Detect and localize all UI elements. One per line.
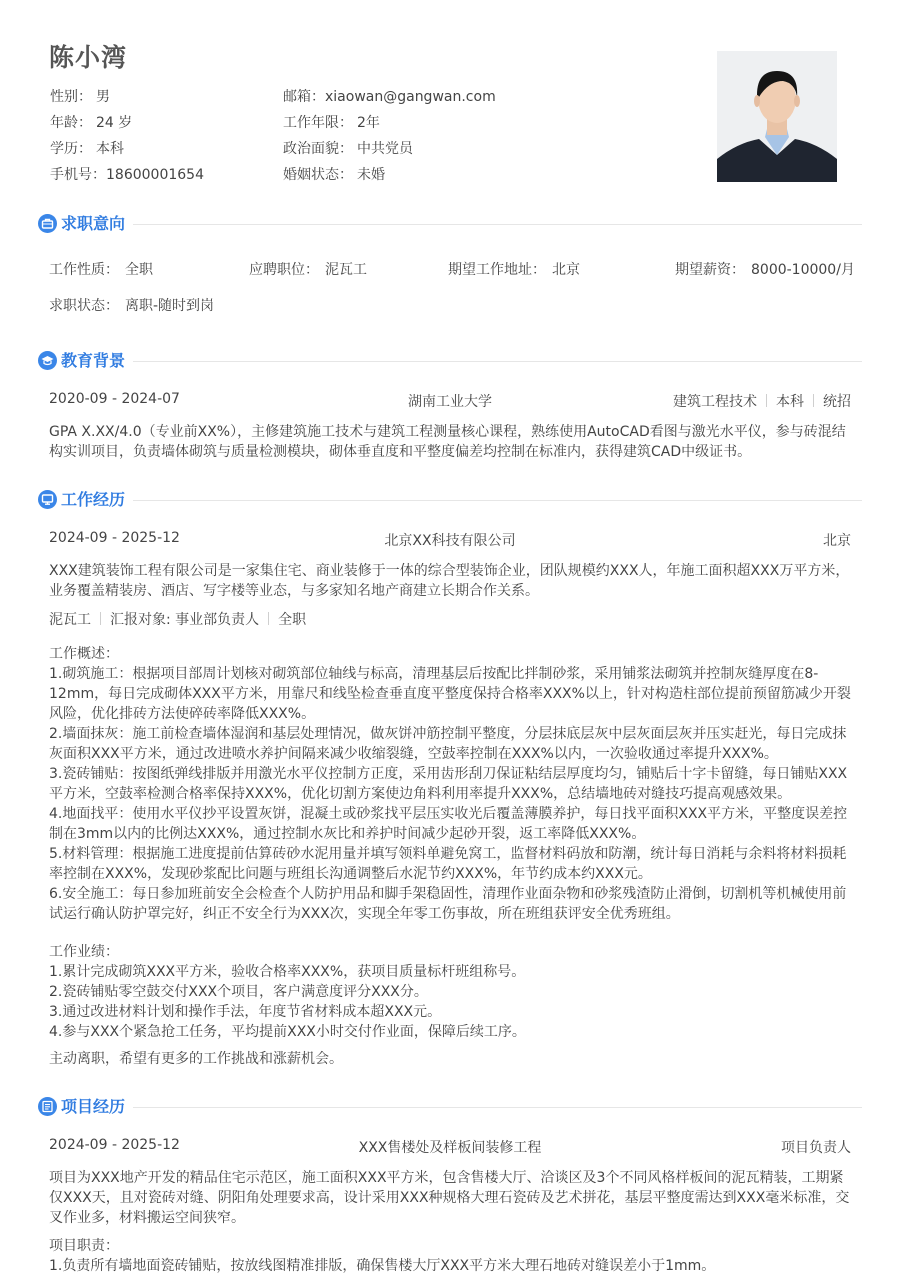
project-description [49, 1168, 851, 1228]
tag-separator [100, 612, 101, 625]
education-label: 学历： [50, 141, 92, 157]
political-row [283, 138, 413, 158]
overview-line: 试运行确认防护罩完好，纠正不安全行为XXX次，实现全年零工伤事故，所在班组获评安全优秀班组。 [49, 906, 680, 922]
education-desc-line: 构实训项目，负责墙体砌筑与质量检测模块，砌体垂直度和平整度偏差均控制在标准内，获得建筑CAD中级证书。 [49, 444, 752, 460]
intent-position [249, 259, 367, 279]
status-label: 求职状态： [49, 298, 119, 314]
salary-label: 期望薪资： [675, 262, 745, 278]
degree: 本科 [776, 394, 804, 410]
project-desc-line: 叉作业多，材料搬运空间狭窄。 [49, 1210, 245, 1226]
overview-line: 平方米，空鼓率检测合格率保持XXX%，优化切割方案使边角料利用率提升XXX%，总结墙地砖对缝技巧提高观感效果。 [49, 786, 792, 802]
profile-photo [717, 51, 837, 182]
monitor-icon [38, 490, 57, 509]
phone-row [50, 164, 204, 184]
achievement-label: 工作业绩： [49, 944, 119, 960]
age-label: 年龄： [50, 115, 92, 131]
company-desc-line: 业务覆盖精装房、酒店、写字楼等业态，与多家知名地产商建立长期合作关系。 [49, 583, 539, 599]
years-value: 2年 [357, 115, 380, 131]
job-type: 全职 [278, 612, 307, 628]
age-value: 24 岁 [96, 115, 133, 131]
overview-line: 风险，优化排砖方法使碎砖率降低XXX%。 [49, 706, 316, 722]
duty-label: 项目职责： [49, 1238, 119, 1254]
work-header-row [49, 530, 851, 550]
political-label: 政治面貌： [283, 141, 353, 157]
school-name: 湖南工业大学 [408, 394, 492, 410]
profile-photo-image [717, 51, 837, 182]
phone-value: 18600001654 [106, 167, 204, 183]
phone-label: 手机号： [50, 167, 106, 183]
project-desc-line: 仅XXX天，且对瓷砖对缝、阴阳角处理要求高，设计采用XXX种规格大理石瓷砖及艺术拼花，基层平整度需达到XXX毫米标准，交 [49, 1190, 850, 1206]
overview-line: 灰面积XXX平方米，通过改进喷水养护间隔来减少收缩裂缝，空鼓率控制在XXX%以内，一次验收通过率提升XXX%。 [49, 746, 778, 762]
overview-label: 工作概述： [49, 646, 119, 662]
work-period: 2024-09 - 2025-12 [49, 530, 180, 546]
email-row [283, 86, 496, 106]
list-icon [38, 1097, 57, 1116]
report-to: 汇报对象: 事业部负责人 [110, 612, 260, 628]
graduation-cap-icon [38, 351, 57, 370]
overview-line: 5.材料管理：根据施工进度提前估算砖砂水泥用量并填写领料单避免窝工，监督材料码放和防潮，统计每日消耗与余料将材料损耗 [49, 846, 847, 862]
intent-salary [675, 259, 855, 279]
section-divider [133, 224, 862, 225]
overview-line: 6.安全施工：每日参加班前安全会检查个人防护用品和脚手架稳固性，清理作业面杂物和砂浆残渣防止滑倒，切割机等机械使用前 [49, 886, 847, 902]
overview-line: 3.瓷砖铺贴：按图纸弹线排版并用激光水平仪控制方正度，采用齿形刮刀保证粘结层厚度均匀，铺贴后十字卡留缝，每日铺贴XXX [49, 766, 848, 782]
job-role: 泥瓦工 [49, 612, 91, 628]
candidate-name: 陈小湾 [49, 43, 128, 72]
salary-value: 8000-10000/月 [751, 262, 855, 278]
section-header-intent [38, 212, 862, 236]
overview-line: 2.墙面抹灰：施工前检查墙体湿润和基层处理情况，做灰饼冲筋控制平整度，分层抹底层灰中层灰面层灰并压实赶光，每日完成抹 [49, 726, 847, 742]
email-label: 邮箱： [283, 89, 325, 105]
overview-line: 率控制在XXX%，发现砂浆配比问题与班组长沟通调整后水泥节约XXX%，年节约成本约XXX元。 [49, 866, 652, 882]
enrollment-type: 统招 [823, 394, 851, 410]
section-divider [133, 361, 862, 362]
education-header-row [49, 391, 851, 411]
section-divider [133, 1107, 862, 1108]
achievement-line: 4.参与XXX个紧急抢工任务，平均提前XXX小时交付作业面，保障后续工序。 [49, 1024, 526, 1040]
work-tags [49, 609, 306, 629]
project-period: 2024-09 - 2025-12 [49, 1137, 180, 1153]
leave-reason: 主动离职，希望有更多的工作挑战和涨薪机会。 [49, 1051, 343, 1067]
gender-value: 男 [96, 89, 110, 105]
section-header-work [38, 488, 862, 512]
education-desc-line: GPA X.XX/4.0（专业前XX%），主修建筑施工技术与建筑工程测量核心课程，熟练使用AutoCAD看图与激光水平仪，参与砖混结 [49, 424, 846, 440]
overview-line: 1.砌筑施工：根据项目部周计划核对砌筑部位轴线与标高，清理基层后按配比拌制砂浆，采用铺浆法砌筑并控制灰缝厚度在8- [49, 666, 819, 682]
intent-location [448, 259, 580, 279]
marital-row [283, 164, 385, 184]
section-title-education: 教育背景 [61, 351, 126, 370]
nature-value: 全职 [125, 262, 153, 278]
work-overview [49, 644, 851, 924]
location-value: 北京 [552, 262, 580, 278]
intent-status [49, 295, 214, 315]
section-divider [133, 500, 862, 501]
tag-separator [813, 394, 814, 407]
overview-line: 4.地面找平：使用水平仪抄平设置灰饼，混凝土或砂浆找平层压实收光后覆盖薄膜养护，每日找平面积XXX平方米，平整度误差控 [49, 806, 848, 822]
age-row [50, 112, 132, 132]
gender-label: 性别： [50, 89, 92, 105]
years-label: 工作年限： [283, 115, 353, 131]
major: 建筑工程技术 [673, 394, 757, 410]
education-description [49, 422, 851, 462]
duty-line: 1.负责所有墙地面瓷砖铺贴，按放线图精准排版，确保售楼大厅XXX平方米大理石地砖对缝误差小于1mm。 [49, 1258, 716, 1274]
tag-separator [268, 612, 269, 625]
marital-label: 婚姻状态： [283, 167, 353, 183]
company-name: 北京XX科技有限公司 [384, 533, 516, 549]
education-value: 本科 [96, 141, 124, 157]
project-desc-line: 项目为XXX地产开发的精品住宅示范区，施工面积XXX平方米，包含售楼大厅、洽谈区及3个不同风格样板间的泥瓦精装，工期紧 [49, 1170, 844, 1186]
project-role: 项目负责人 [781, 1140, 851, 1156]
gender-row [50, 86, 110, 106]
work-achievements [49, 942, 851, 1042]
overview-line: 12mm，每日完成砌体XXX平方米，用靠尺和线坠检查垂直度平整度保持合格率XXX%以上，针对构造柱部位提前预留筋减少开裂 [49, 686, 851, 702]
briefcase-icon [38, 214, 57, 233]
marital-value: 未婚 [357, 167, 385, 183]
education-row [50, 138, 124, 158]
section-header-education [38, 349, 862, 373]
position-label: 应聘职位： [249, 262, 319, 278]
project-name: XXX售楼处及样板间装修工程 [358, 1140, 542, 1156]
overview-line: 制在3mm以内的比例达XXX%，通过控制水灰比和养护时间减少起砂开裂，返工率降低XXX%。 [49, 826, 646, 842]
location-label: 期望工作地址： [448, 262, 546, 278]
achievement-line: 1.累计完成砌筑XXX平方米，验收合格率XXX%，获项目质量标杆班组称号。 [49, 964, 526, 980]
nature-label: 工作性质： [49, 262, 119, 278]
project-header-row [49, 1137, 851, 1157]
education-tags [673, 391, 851, 411]
company-description [49, 561, 851, 601]
education-period: 2020-09 - 2024-07 [49, 391, 180, 407]
achievement-line: 2.瓷砖铺贴零空鼓交付XXX个项目，客户满意度评分XXX分。 [49, 984, 428, 1000]
years-row [283, 112, 380, 132]
status-value: 离职-随时到岗 [125, 298, 215, 314]
section-header-project [38, 1095, 862, 1119]
political-value: 中共党员 [357, 141, 413, 157]
tag-separator [766, 394, 767, 407]
company-desc-line: XXX建筑装饰工程有限公司是一家集住宅、商业装修于一体的综合型装饰企业，团队规模约XXX人，年施工面积超XXX万平方米， [49, 563, 850, 579]
section-title-work: 工作经历 [61, 490, 126, 509]
achievement-line: 3.通过改进材料计划和操作手法，年度节省材料成本超XXX元。 [49, 1004, 442, 1020]
work-city: 北京 [823, 533, 851, 549]
intent-nature [49, 259, 153, 279]
project-duties [49, 1236, 851, 1275]
position-value: 泥瓦工 [325, 262, 367, 278]
email-value: xiaowan@gangwan.com [325, 89, 496, 105]
section-title-project: 项目经历 [61, 1097, 126, 1116]
section-title-intent: 求职意向 [61, 214, 126, 233]
